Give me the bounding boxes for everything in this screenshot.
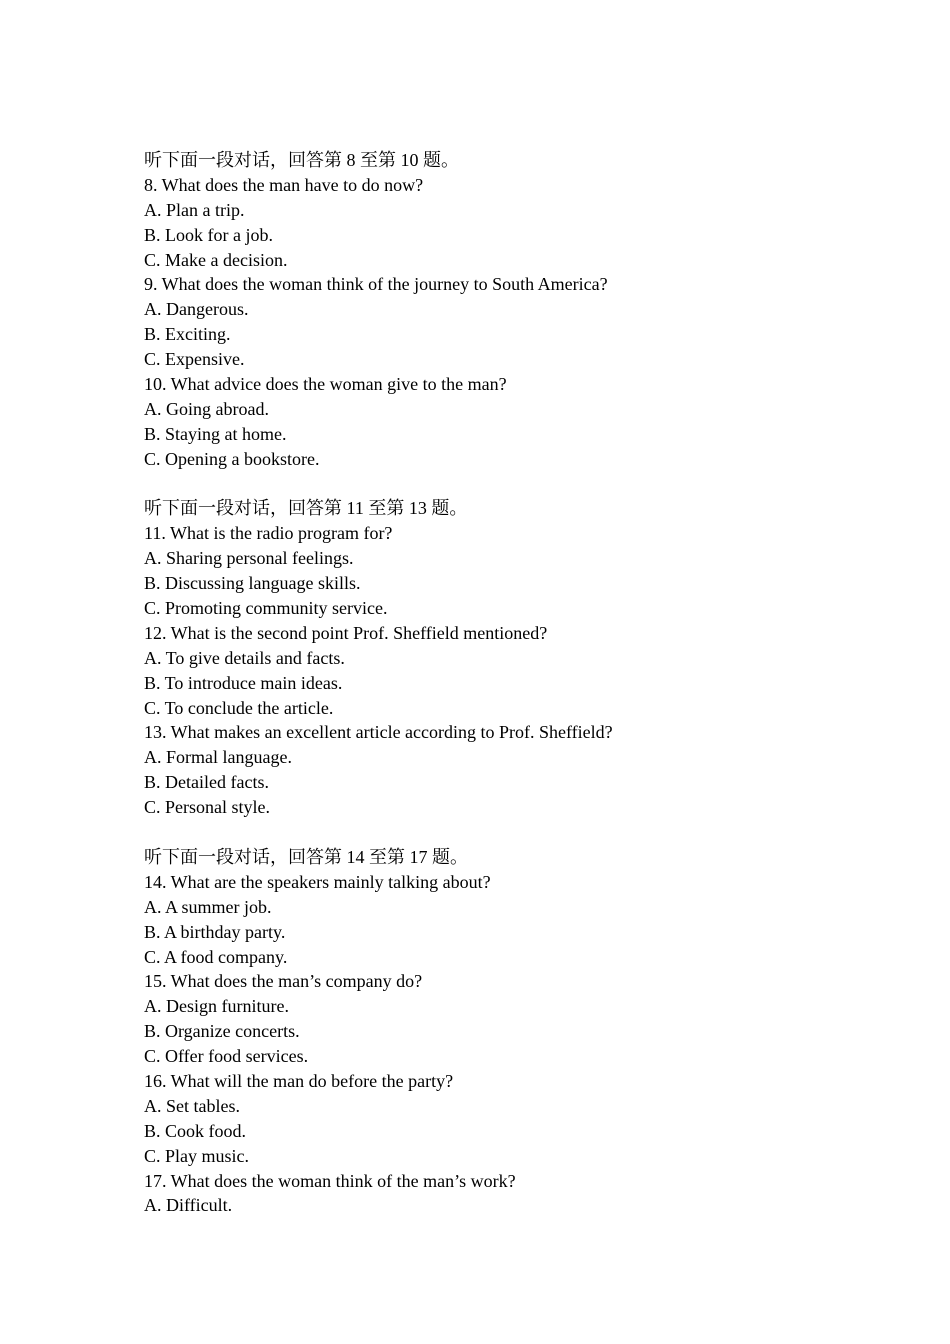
question-text: 16. What will the man do before the party? [144, 1070, 454, 1091]
answer-option: C. Expensive. [144, 349, 245, 370]
answer-option: A. Going abroad. [144, 398, 269, 419]
answer-option: C. Offer food services. [144, 1046, 309, 1067]
question-text: 14. What are the speakers mainly talking about? [144, 871, 491, 892]
answer-option: C. To conclude the article. [144, 697, 334, 718]
answer-option: B. Organize concerts. [144, 1021, 300, 1042]
answer-option: C. Opening a bookstore. [144, 448, 320, 469]
question-text: 13. What makes an excellent article according to Prof. Sheffield? [144, 722, 613, 743]
answer-option: A. Set tables. [144, 1095, 240, 1116]
answer-option: A. Design furniture. [144, 996, 289, 1017]
question-text: 15. What does the man’s company do? [144, 971, 423, 992]
question-text: 11. What is the radio program for? [144, 523, 393, 544]
question-text: 9. What does the woman think of the journey to South America? [144, 274, 608, 295]
section-heading: 听下面一段对话，回答第 14 至第 17 题。 [144, 846, 468, 867]
answer-option: B. Look for a job. [144, 224, 273, 245]
answer-option: B. Discussing language skills. [144, 573, 361, 594]
answer-option: B. A birthday party. [144, 921, 286, 942]
listening-section [144, 845, 904, 1218]
answer-option: B. To introduce main ideas. [144, 672, 343, 693]
answer-option: A. A summer job. [144, 896, 272, 917]
answer-option: A. To give details and facts. [144, 647, 345, 668]
question-text: 10. What advice does the woman give to the man? [144, 374, 507, 395]
document-body [144, 148, 904, 1218]
answer-option: A. Formal language. [144, 747, 292, 768]
answer-option: B. Exciting. [144, 324, 231, 345]
answer-option: C. Personal style. [144, 797, 270, 818]
listening-section [144, 148, 904, 472]
question-text: 8. What does the man have to do now? [144, 174, 424, 195]
listening-section [144, 496, 904, 820]
answer-option: C. Make a decision. [144, 249, 288, 270]
answer-option: A. Plan a trip. [144, 199, 245, 220]
answer-option: B. Cook food. [144, 1120, 247, 1141]
answer-option: C. Promoting community service. [144, 598, 388, 619]
section-heading: 听下面一段对话，回答第 11 至第 13 题。 [144, 498, 468, 519]
answer-option: A. Sharing personal feelings. [144, 548, 354, 569]
answer-option: A. Dangerous. [144, 299, 249, 320]
answer-option: B. Detailed facts. [144, 772, 269, 793]
answer-option: B. Staying at home. [144, 423, 287, 444]
answer-option: C. A food company. [144, 946, 288, 967]
section-heading: 听下面一段对话，回答第 8 至第 10 题。 [144, 150, 459, 170]
answer-option: A. Difficult. [144, 1195, 233, 1216]
question-text: 17. What does the woman think of the man’s work? [144, 1170, 516, 1191]
question-text: 12. What is the second point Prof. Sheffield mentioned? [144, 622, 548, 643]
answer-option: C. Play music. [144, 1145, 250, 1166]
